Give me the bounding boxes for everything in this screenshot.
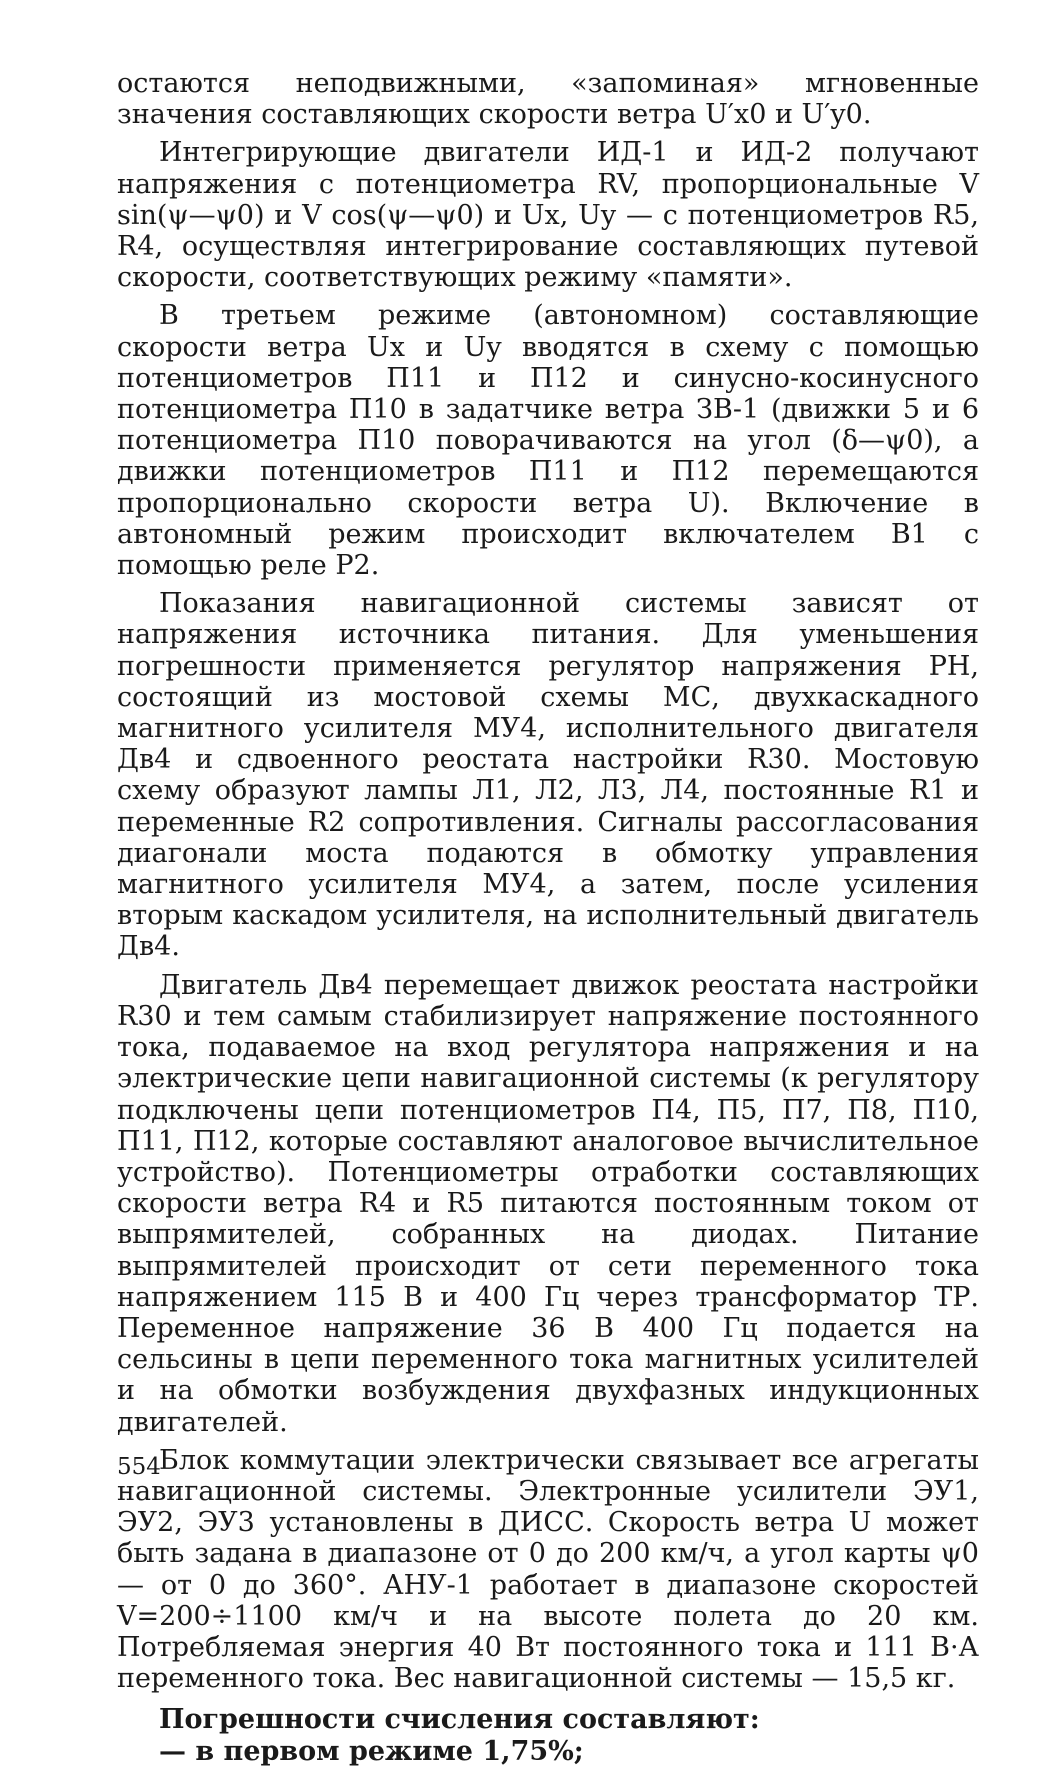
- paragraph: Блок коммутации электрически связывает все агрегаты навигационной системы. Электронные усилители ЭУ1, ЭУ2, ЭУ3 установлены в ДИСС. Скорость ветра U может быть задана в диапазоне от 0 до 200 км/ч, а угол карты ψ0 — от 0 до 360°. АНУ-1 работает в диапазоне скоростей V=200÷1100 км/ч и на высоте полета до 20 км. Потребляемая энергия 40 Вт постоянного тока и 111 В·А переменного тока. Вес навигационной системы — 15,5 кг.: [117, 1444, 979, 1695]
- list-item: — в первом режиме 1,75%;: [159, 1735, 584, 1767]
- page-body: [117, 68, 979, 1767]
- paragraph: остаются неподвижными, «запоминая» мгновенные значения составляющих скорости ветра U′x0 и U′y0.: [117, 68, 979, 131]
- page-number: 554: [117, 1454, 161, 1480]
- section-heading: Погрешности счисления составляют:: [159, 1704, 760, 1736]
- paragraph: Двигатель Дв4 перемещает движок реостата настройки R30 и тем самым стабилизирует напряжение постоянного тока, подаваемое на вход регулятора напряжения и на электрические цепи навигационной системы (к регулятору подключены цепи потенциометров П4, П5, П7, П8, П10, П11, П12, которые составляют аналоговое вычислительное устройство). Потенциометры отработки составляющих скорости ветра R4 и R5 питаются постоянным током от выпрямителей, собранных на диодах. Питание выпрямителей происходит от сети переменного тока напряжением 115 В и 400 Гц через трансформатор ТР. Переменное напряжение 36 В 400 Гц подается на сельсины в цепи переменного тока магнитных усилителей и на обмотки возбуждения двухфазных индукционных двигателей.: [117, 969, 979, 1438]
- paragraph: Показания навигационной системы зависят от напряжения источника питания. Для уменьшения погрешности применяется регулятор напряжения РН, состоящий из мостовой схемы МС, двухкаскадного магнитного усилителя МУ4, исполнительного двигателя Дв4 и сдвоенного реостата настройки R30. Мостовую схему образуют лампы Л1, Л2, Л3, Л4, постоянные R1 и переменные R2 сопротивления. Сигналы рассогласования диагонали моста подаются в обмотку управления магнитного усилителя МУ4, а затем, после усиления вторым каскадом усилителя, на исполнительный двигатель Дв4.: [117, 588, 979, 963]
- paragraph: Интегрирующие двигатели ИД-1 и ИД-2 получают напряжения с потенциометра RV, пропорциональные V sin(ψ—ψ0) и V cos(ψ—ψ0) и Ux, Uy — с потенциометров R5, R4, осуществляя интегрирование составляющих путевой скорости, соответствующих режиму «памяти».: [117, 137, 979, 294]
- paragraph: В третьем режиме (автономном) составляющие скорости ветра Ux и Uy вводятся в схему с помощью потенциометров П11 и П12 и синусно-косинусного потенциометра П10 в задатчике ветра ЗВ-1 (движки 5 и 6 потенциометра П10 поворачиваются на угол (δ—ψ0), а движки потенциометров П11 и П12 перемещаются пропорционально скорости ветра U). Включение в автономный режим происходит включателем B1 с помощью реле Р2.: [117, 300, 979, 582]
